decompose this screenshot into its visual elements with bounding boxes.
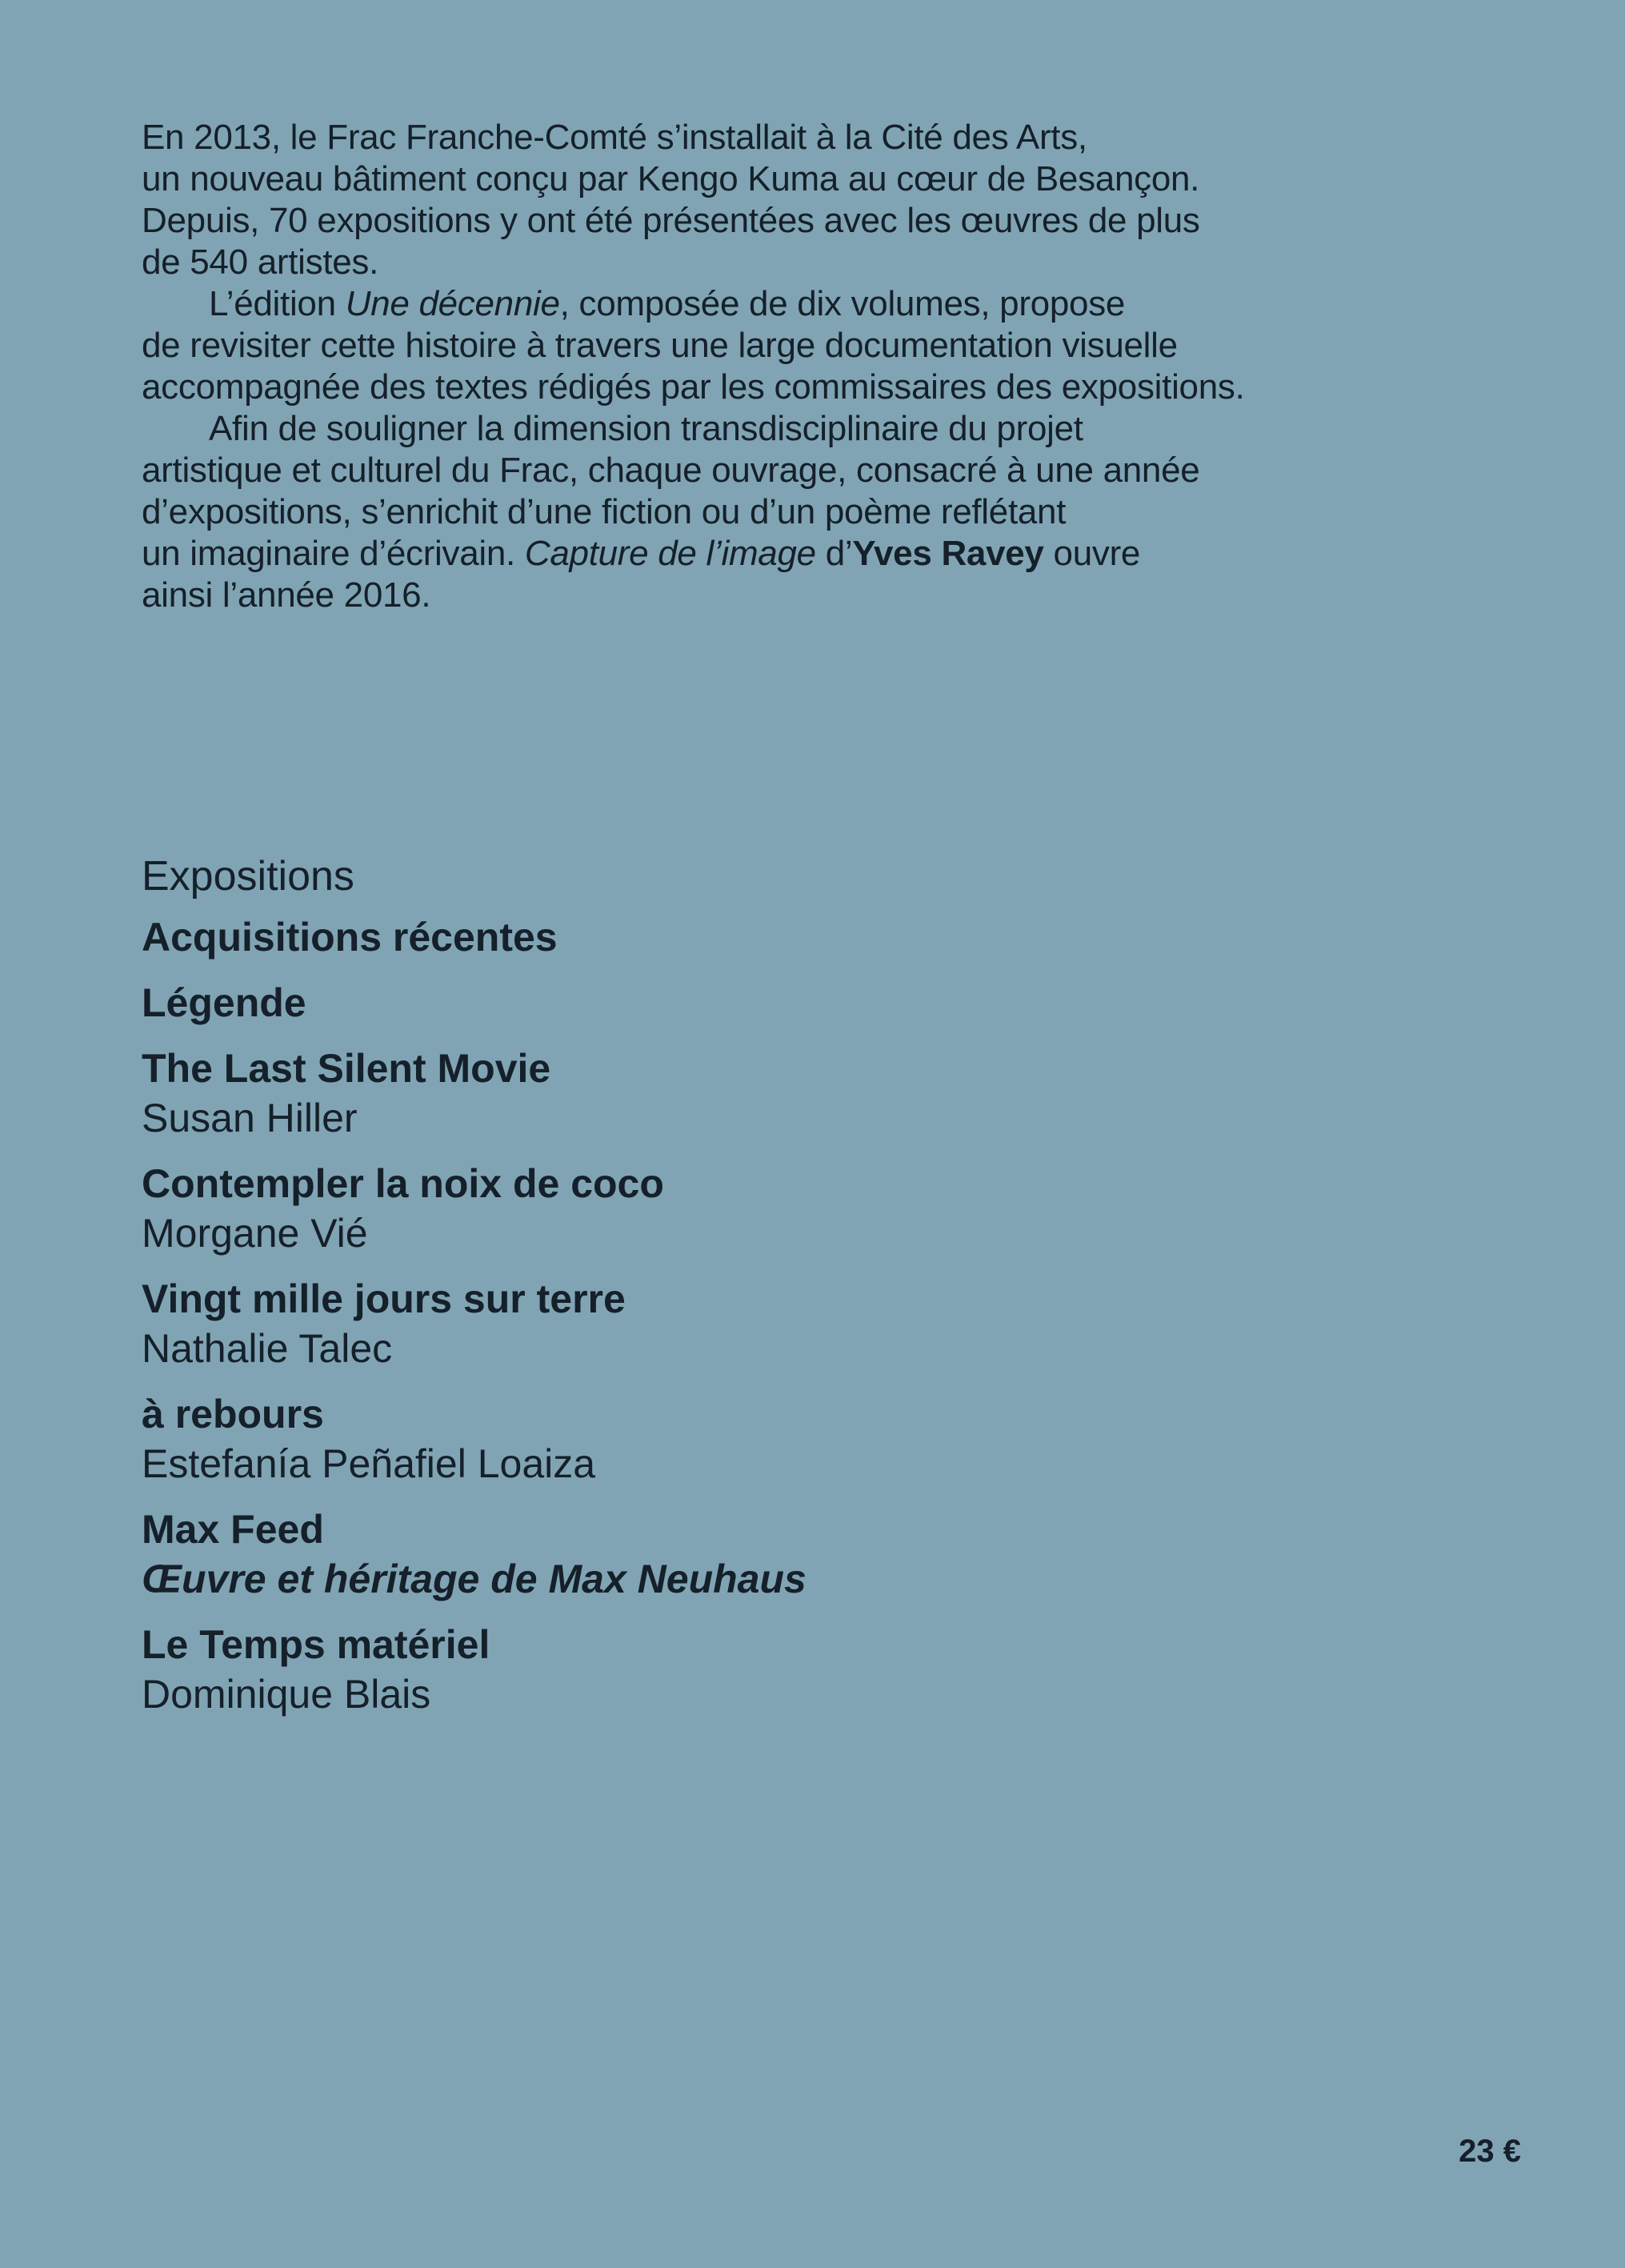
- expositions-list: [142, 848, 1422, 1735]
- exposition-title: Légende: [142, 980, 306, 1025]
- exposition-title: Le Temps matériel: [142, 1622, 490, 1667]
- exposition-item: [142, 1274, 1422, 1373]
- intro-line: [142, 283, 1390, 325]
- author-name: Yves Ravey: [852, 534, 1044, 573]
- exposition-item: [142, 912, 1422, 962]
- intro-text-run: ouvre: [1043, 534, 1141, 573]
- intro-line: de 540 artistes.: [142, 242, 379, 282]
- intro-text-run: L’édition: [209, 284, 346, 323]
- exposition-title: à rebours: [142, 1392, 324, 1437]
- exposition-title: The Last Silent Movie: [142, 1046, 551, 1091]
- intro-line: [142, 533, 1390, 575]
- expositions-heading: Expositions: [142, 853, 354, 900]
- intro-line: ainsi l’année 2016.: [142, 575, 431, 615]
- exposition-item: [142, 1044, 1422, 1143]
- intro-line: artistique et culturel du Frac, chaque ouvrage, consacré à une année: [142, 451, 1200, 490]
- exposition-artist: Morgane Vié: [142, 1211, 368, 1256]
- exposition-item: [142, 1159, 1422, 1258]
- price-label: 23 €: [1459, 2134, 1521, 2169]
- exposition-subtitle: Œuvre et héritage de Max Neuhaus: [142, 1557, 806, 1601]
- intro-paragraph-2: [142, 283, 1390, 408]
- exposition-artist: Dominique Blais: [142, 1672, 431, 1717]
- exposition-item: [142, 1620, 1422, 1719]
- intro-text-run: d’: [815, 534, 853, 573]
- intro-text-run: un imaginaire d’écrivain.: [142, 534, 525, 573]
- intro-text: [142, 117, 1390, 616]
- intro-line: En 2013, le Frac Franche-Comté s’installait à la Cité des Arts,: [142, 118, 1087, 157]
- intro-paragraph-1: [142, 117, 1390, 283]
- exposition-artist: Estefanía Peñafiel Loaiza: [142, 1441, 596, 1486]
- intro-line: d’expositions, s’enrichit d’une fiction ou d’un poème reflétant: [142, 492, 1067, 531]
- intro-line: un nouveau bâtiment conçu par Kengo Kuma au cœur de Besançon.: [142, 159, 1200, 198]
- intro-text-run: , composée de dix volumes, propose: [559, 284, 1126, 323]
- exposition-item: [142, 978, 1422, 1028]
- exposition-artist: Nathalie Talec: [142, 1326, 393, 1371]
- book-title-capture-de-l-image: Capture de l’image: [524, 534, 816, 573]
- exposition-artist: Susan Hiller: [142, 1096, 358, 1140]
- book-title-une-decennie: Une décennie: [345, 284, 560, 323]
- intro-line: de revisiter cette histoire à travers une large documentation visuelle: [142, 326, 1178, 365]
- exposition-title: Max Feed: [142, 1507, 324, 1552]
- exposition-item: [142, 1505, 1422, 1604]
- exposition-item: [142, 1389, 1422, 1489]
- intro-paragraph-3: [142, 408, 1390, 616]
- intro-line: Afin de souligner la dimension transdisciplinaire du projet: [209, 409, 1083, 448]
- exposition-title: Contempler la noix de coco: [142, 1161, 664, 1206]
- exposition-title: Acquisitions récentes: [142, 915, 558, 960]
- intro-line: Depuis, 70 expositions y ont été présentées avec les œuvres de plus: [142, 201, 1200, 240]
- intro-line: accompagnée des textes rédigés par les commissaires des expositions.: [142, 367, 1245, 407]
- exposition-title: Vingt mille jours sur terre: [142, 1276, 626, 1321]
